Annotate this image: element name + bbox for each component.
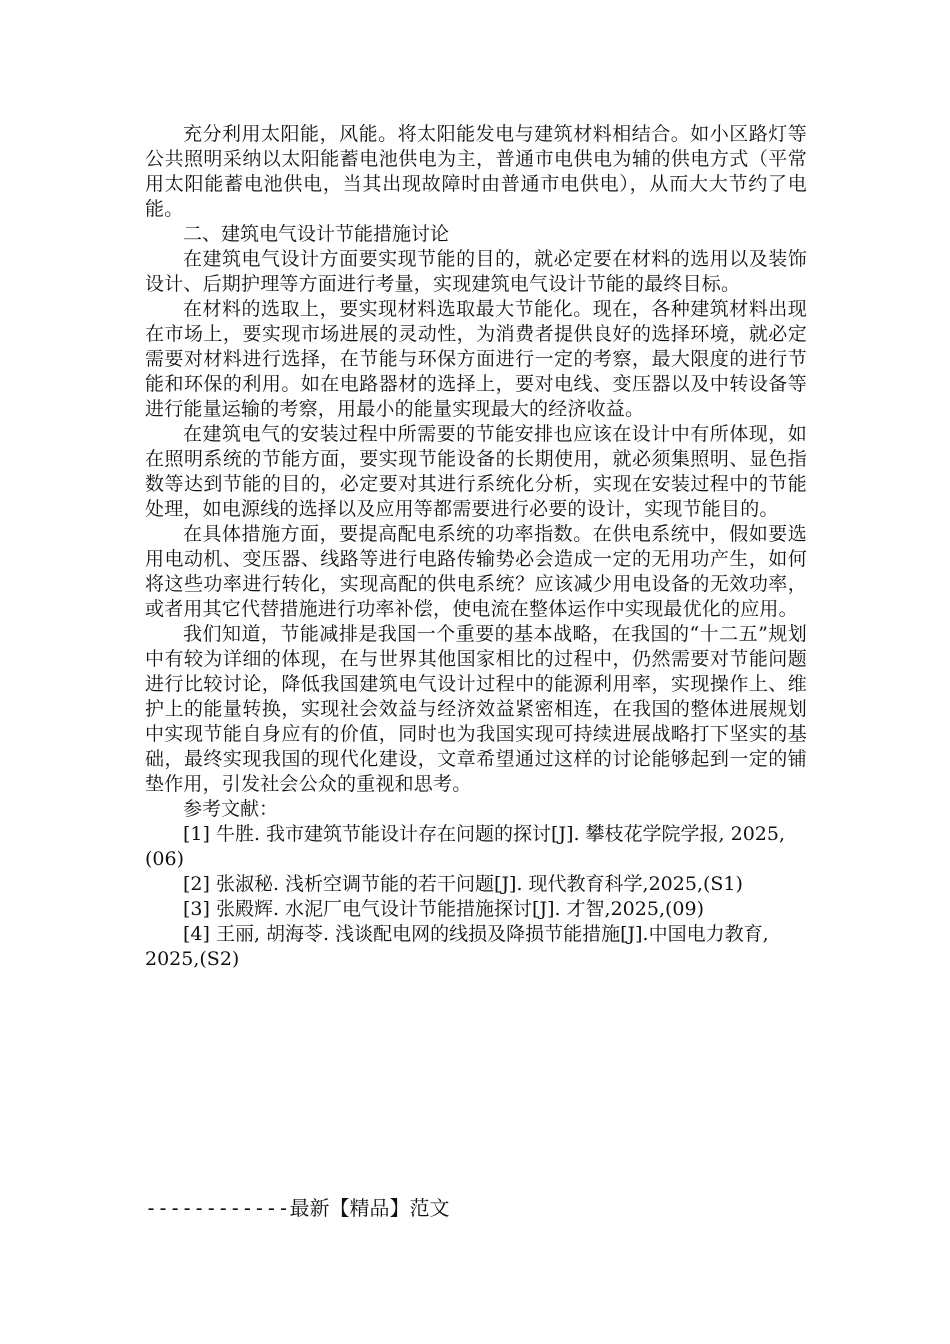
footer-label: ------------最新【精品】范文 (145, 1196, 450, 1220)
reference-item: [3] 张殿辉. 水泥厂电气设计节能措施探讨[J]. 才智,2025,(09) (183, 898, 704, 920)
reference-item: [1] 牛胜. 我市建筑节能设计存在问题的探讨[J]. 攀枝花学院学报, 2025,(06) (145, 823, 786, 870)
section-heading: 二、建筑电气设计节能措施讨论 (183, 223, 450, 245)
paragraph-material-selection: 在材料的选取上，要实现材料选取最大节能化。现在，各种建筑材料出现在市场上，要实现市场进展的灵动性，为消费者提供良好的选择环境，就必定需要对材料进行选择，在节能与环保方面进行一定的考察，最大限度的进行节能和环保的利用。如在电路器材的选择上，要对电线、变压器以及中转设备等进行能量运输的考察，用最小的能量实现最大的经济收益。 (145, 298, 807, 420)
paragraph-installation: 在建筑电气的安装过程中所需要的节能安排也应该在设计中有所体现，如在照明系统的节能方面，要实现节能设备的长期使用，就必须集照明、显色指数等达到节能的目的，必定要对其进行系统化分析，实现在安装过程中的节能处理，如电源线的选择以及应用等都需要进行必要的设计，实现节能目的。 (145, 423, 807, 520)
paragraph-solar-wind: 充分利用太阳能，风能。将太阳能发电与建筑材料相结合。如小区路灯等公共照明采纳以太阳能蓄电池供电为主，普通市电供电为辅的供电方式（平常用太阳能蓄电池供电，当其出现故障时由普通市电供电），从而大大节约了电能。 (145, 123, 807, 220)
document-body (145, 122, 807, 972)
reference-item: [4] 王丽, 胡海苓. 浅谈配电网的线损及降损节能措施[J].中国电力教育, 2025,(S2) (145, 923, 769, 970)
paragraph-conclusion: 我们知道，节能减排是我国一个重要的基本战略，在我国的“十二五”规划中有较为详细的体现，在与世界其他国家相比的过程中，仍然需要对节能问题进行比较讨论，降低我国建筑电气设计过程中的能源利用率，实现操作上、维护上的能量转换，实现社会效益与经济效益紧密相连，在我国的整体进展规划中实现节能自身应有的价值，同时也为我国实现可持续进展战略打下坚实的基础，最终实现我国的现代化建设，文章希望通过这样的讨论能够起到一定的铺垫作用，引发社会公众的重视和思考。 (145, 623, 807, 795)
paragraph-design-goal: 在建筑电气设计方面要实现节能的目的，就必定要在材料的选用以及装饰设计、后期护理等方面进行考量，实现建筑电气设计节能的最终目标。 (145, 248, 807, 295)
references-heading: 参考文献： (183, 798, 279, 820)
reference-item: [2] 张淑秘. 浅析空调节能的若干问题[J]. 现代教育科学,2025,(S1) (183, 873, 743, 895)
paragraph-power-factor: 在具体措施方面，要提高配电系统的功率指数。在供电系统中，假如要选用电动机、变压器、线路等进行电路传输势必会造成一定的无用功产生，如何将这些功率进行转化，实现高配的供电系统？应该减少用电设备的无效功率，或者用其它代替措施进行功率补偿，使电流在整体运作中实现最优化的应用。 (145, 523, 807, 620)
